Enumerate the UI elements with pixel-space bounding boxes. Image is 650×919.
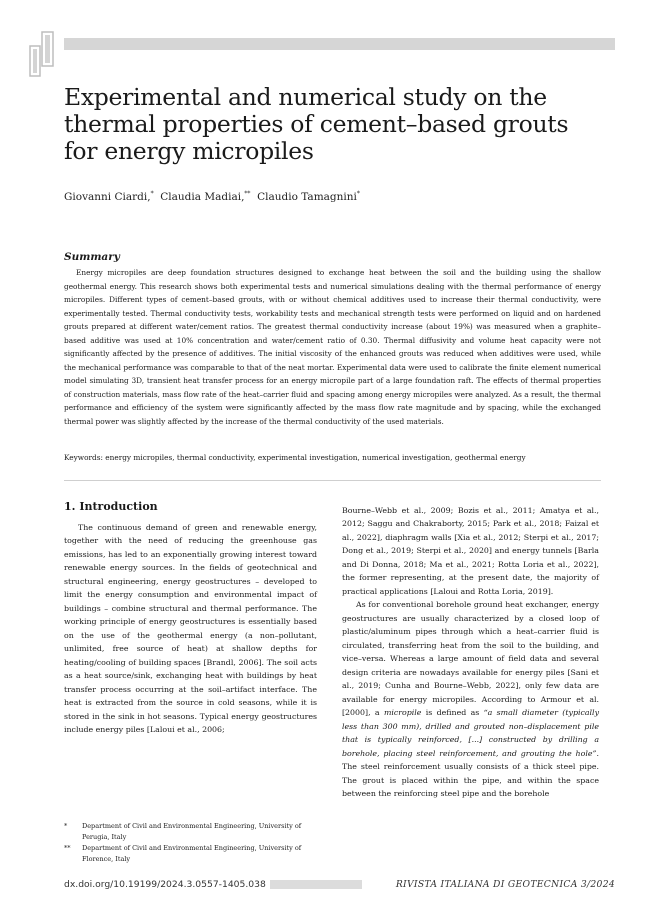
footnote-mark: **: [64, 844, 71, 853]
keywords: Keywords: energy micropiles, thermal conductivity, experimental investigation, numerical investigation, geothermal energy: [64, 453, 526, 462]
author-name: Giovanni Ciardi,: [64, 191, 151, 203]
summary-heading: Summary: [64, 251, 120, 263]
abstract-text: Energy micropiles are deep foundation structures designed to exchange heat between the soil and the building using the shallow geothermal energy. This research shows both experimental tests and numerical simulations dealing with the thermal performance of energy micropiles. Different types of cement–based grouts, with or without chemical additives used to increase their thermal conductivity, were experimentally tested. Thermal conductivity tests, workability tests and mechanical strength tests were performed on liquid and on hardened grouts prepared at different water/cement ratios. The greatest thermal conductivity increase (about 19%) was measured when a graphite–based additive was used at 10% concentration and water/cement ratio of 0.30. Thermal diffusivity and volume heat capacity were not significantly affected by the presence of additives. The initial viscosity of the enhanced grouts was reduced when additives were used, while the mechanical performance was comparable to that of the neat mortar. Experimental data were used to calibrate the finite element numerical model simulating 3D, transient heat transfer process for an energy micropile part of a large foundation raft. The effects of thermal properties of construction materials, mass flow rate of the heat–carrier fluid and spacing among energy micropiles were analyzed. As a result, the thermal performance and efficiency of the system were significantly affected by the mass flow rate magnitude and by spacing, while the exchanged thermal power was slightly affected by the increase of the thermal conductivity of the used materials.: [64, 268, 601, 427]
body-paragraph: [342, 598, 599, 800]
paper-title: Experimental and numerical study on the thermal properties of cement–based grouts for energy micropiles: [64, 83, 569, 165]
abstract: [64, 266, 601, 429]
footer-rule: [270, 880, 362, 889]
header-rule: [64, 38, 615, 50]
author-affiliation-mark: *: [356, 190, 360, 198]
footnote: [64, 821, 317, 842]
body-paragraph: Bourne–Webb et al., 2009; Bozis et al., 2011; Amatya et al., 2012; Saggu and Chakraborty, 2015; Park et al., 2018; Faizal et al., 2022], diaphragm walls [Xia et al., 2012; Sterpi et al., 2017; Dong et al., 2019; Sterpi et al., 2020] and energy tunnels [Barla and Di Donna, 2018; Ma et al., 2021; Rotta Loria et al., 2022], the former representing, at the present date, the majority of practical applications [Laloui and Rotta Loria, 2019].: [342, 506, 599, 596]
footnotes: [64, 821, 317, 865]
footnote-mark: *: [64, 822, 68, 830]
author-affiliation-mark: **: [244, 190, 251, 198]
author-list: [64, 191, 594, 203]
section-heading: 1. Introduction: [64, 500, 158, 513]
footnote-text: Department of Civil and Environmental Engineering, University of Florence, Italy: [82, 844, 302, 863]
term-emphasis: micropile: [383, 708, 422, 718]
doi-link[interactable]: dx.doi.org/10.19199/2024.3.0557-1405.038: [64, 879, 266, 890]
body-column-left: [64, 521, 317, 737]
author-name: Claudia Madiai,: [160, 191, 245, 203]
footnote: [64, 843, 317, 864]
body-text: is defined as: [421, 708, 484, 718]
author-affiliation-mark: *: [150, 190, 154, 198]
body-paragraph: The continuous demand of green and renewable energy, together with the need of reducing the greenhouse gas emissions, has led to an exponentially growing interest toward renewable energy sources. In the fields of geotechnical and structural engineering, energy geostructures – developed to limit the energy consumption and environmental impact of buildings – combine structural and thermal performance. The working principle of energy geostructures is essentially based on the use of the geothermal energy (a non–pollutant, unlimited, free source of heat) at shallow depths for heating/cooling of building spaces [Brandl, 2006]. The soil acts as a heat source/sink, exchanging heat with buildings by heat transfer process occurring at the soil–artifact interface. The heat is extracted from the source in cold seasons, while it is stored in the sink in hot seasons. Typical energy geostructures include energy piles [Laloui et al., 2006;: [64, 523, 317, 735]
body-column-right: [342, 504, 599, 801]
author-name: Claudio Tamagnini: [257, 191, 357, 203]
footnote-text: Department of Civil and Environmental Engineering, University of Perugia, Italy: [82, 822, 302, 841]
body-text: . The steel reinforcement usually consists of a thick steel pipe. The grout is placed within the pipe, and within the space between the reinforcing steel pipe and the borehole: [342, 748, 599, 799]
definition-quote: “a small diameter (typically less than 300 mm), drilled and grouted non–displacement pile that is typically reinforced, [...] constructed by drilling a borehole, placing steel reinforcement, and grouting the hole”: [342, 708, 599, 758]
journal-name: RIVISTA ITALIANA DI GEOTECNICA 3/2024: [395, 879, 615, 890]
publisher-logo-icon: [28, 30, 58, 78]
section-divider: [64, 480, 601, 481]
body-text: As for conventional borehole ground heat exchanger, energy geostructures are usually characterized by a closed loop of plastic/aluminum pipes through which a heat–carrier fluid is circulated, transferring heat from the soil to the building, and vice–versa. Whereas a large amount of field data and several design criteria are nowadays available for energy piles [Sani et al., 2019; Cunha and Bourne–Webb, 2022], only few data are available for energy micropiles. According to Armour et al. [2000], a: [342, 600, 599, 718]
